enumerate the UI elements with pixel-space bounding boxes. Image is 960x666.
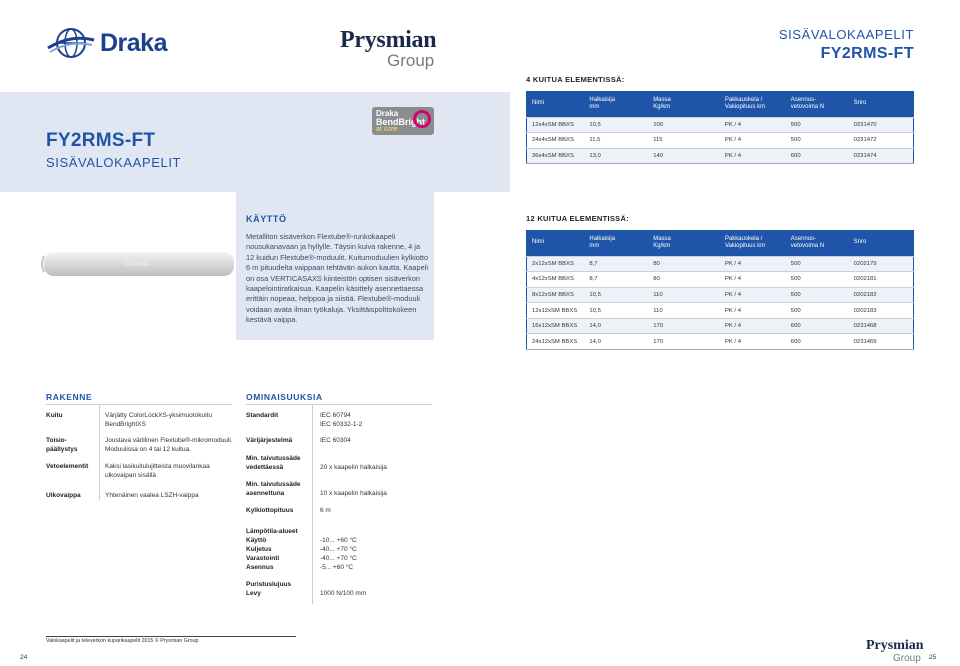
- prop-standard-label: Standardit: [246, 412, 279, 419]
- cell-mass: 80: [648, 256, 720, 272]
- cell-mass: 140: [648, 148, 720, 164]
- prop-temp-transport-label: Kuljetus: [246, 546, 272, 553]
- globe-icon: [46, 26, 96, 60]
- cell-tension: 500: [786, 272, 849, 288]
- table-row: [527, 256, 914, 272]
- structure-value-coating-2: Moduulissa on 4 tai 12 kuitua.: [105, 446, 191, 453]
- cell-code: 0231469: [849, 334, 914, 350]
- col-tension: Asennus- vetovoima N: [786, 91, 849, 117]
- cell-pack: PK / 4: [720, 287, 786, 303]
- cell-mass: 110: [648, 287, 720, 303]
- cell-diameter: 10,5: [584, 117, 648, 133]
- cell-mass: 170: [648, 334, 720, 350]
- prop-temp-install-label: Asennus: [246, 564, 274, 571]
- col-name: Nimi: [527, 230, 585, 256]
- col-diameter: Halkaisija mm: [584, 230, 648, 256]
- cell-tension: 500: [786, 287, 849, 303]
- prop-crush-heading: Puristuslujuus: [246, 581, 292, 588]
- cell-code: 0231474: [849, 148, 914, 164]
- prop-bend-inst-label-2: asennettuna: [246, 490, 285, 497]
- structure-value-fiber-2: BendBrightXS: [105, 421, 146, 428]
- prop-temp-use-value: -10... +60 °C: [320, 537, 357, 544]
- footer-divider: [46, 636, 296, 637]
- product-title: FY2RMS-FT: [46, 130, 156, 151]
- prop-color-value: IEC 60304: [320, 437, 351, 444]
- structure-label-coating-1: Toisio-: [46, 437, 67, 444]
- cell-tension: 500: [786, 133, 849, 149]
- cell-tension: 500: [786, 256, 849, 272]
- footer-text: Valokaapelit ja televerkon kuparikaapelit 2015 © Prysmian Group: [46, 638, 199, 644]
- page-number-left: 24: [20, 654, 28, 661]
- cell-diameter: 8,7: [584, 272, 648, 288]
- prop-bend-inst-value: 10 x kaapelin halkaisija: [320, 490, 387, 497]
- draka-logo-text: Draka: [100, 28, 167, 57]
- table-row: [527, 133, 914, 149]
- page-number-right: 25: [929, 654, 937, 661]
- structure-value-strength-1: Kaksi lasikuitulujitteista muovilankaa: [105, 463, 210, 470]
- cell-diameter: 13,0: [584, 148, 648, 164]
- cell-name: 2x12xSM BBXS: [527, 256, 585, 272]
- prop-temp-storage-label: Varastointi: [246, 555, 280, 562]
- header-product: FY2RMS-FT: [820, 45, 914, 62]
- cell-diameter: 14,0: [584, 318, 648, 334]
- cell-code: 0202179: [849, 256, 914, 272]
- cell-name: 4x12xSM BBXS: [527, 272, 585, 288]
- cell-name: 36x4xSM BBXS: [527, 148, 585, 164]
- badge-line2: BendBright: [376, 117, 425, 127]
- prysmian-logo-line2: Group: [387, 51, 435, 70]
- cell-name: 24x12xSM BBXS: [527, 334, 585, 350]
- prysmian-logo: [340, 28, 440, 70]
- cell-diameter: 10,5: [584, 303, 648, 319]
- cell-tension: 600: [786, 334, 849, 350]
- usage-heading: KÄYTTÖ: [246, 214, 287, 224]
- cell-diameter: 11,5: [584, 133, 648, 149]
- table12: [526, 230, 914, 350]
- cell-diameter: 8,7: [584, 256, 648, 272]
- prysmian-footer-line2: Group: [893, 653, 921, 664]
- prop-bend-use-label-2: vedettäessä: [246, 464, 284, 471]
- structure-label-coating-2: päällystys: [46, 446, 78, 453]
- cell-pack: PK / 4: [720, 272, 786, 288]
- cell-pack: PK / 4: [720, 334, 786, 350]
- cell-pack: PK / 4: [720, 318, 786, 334]
- table-header-row: [527, 91, 914, 117]
- cell-diameter: 10,5: [584, 287, 648, 303]
- draka-logo: [46, 26, 186, 60]
- cell-tension: 600: [786, 318, 849, 334]
- prop-bend-use-value: 20 x kaapelin halkaisija: [320, 464, 387, 471]
- header-category: SISÄVALOKAAPELIT: [778, 27, 914, 42]
- cell-name: 16x12xSM BBXS: [527, 318, 585, 334]
- cell-code: 0231472: [849, 133, 914, 149]
- cell-pack: PK / 4: [720, 117, 786, 133]
- prysmian-logo-footer: [866, 639, 926, 664]
- prop-standard-1: IEC 60794: [320, 412, 351, 419]
- cell-pack: PK / 4: [720, 133, 786, 149]
- structure-value-coating-1: Joustava värillinen Flextube®-mikromoduuli.: [105, 437, 233, 444]
- col-code: Snro: [849, 91, 914, 117]
- cell-diameter: 14,0: [584, 334, 648, 350]
- structure-label-fiber: Kuitu: [46, 412, 63, 419]
- cell-mass: 170: [648, 318, 720, 334]
- cell-code: 0202183: [849, 303, 914, 319]
- table-row: [527, 303, 914, 319]
- cell-pack: PK / 4: [720, 256, 786, 272]
- cell-name: 12x12xSM BBXS: [527, 303, 585, 319]
- cable-image: [38, 230, 234, 310]
- col-code: Snro: [849, 230, 914, 256]
- prop-side-label: Kylkiottopituus: [246, 507, 294, 514]
- structure-value-strength-2: ulkovaipan sisällä: [105, 472, 156, 479]
- bendbright-badge: [372, 107, 434, 135]
- cell-code: 0202181: [849, 272, 914, 288]
- table12-title: 12 KUITUA ELEMENTISSÄ:: [526, 214, 629, 223]
- cell-code: 0231468: [849, 318, 914, 334]
- usage-box: [236, 192, 434, 340]
- prop-temp-use-label: Käyttö: [246, 537, 267, 544]
- prop-side-value: 6 m: [320, 507, 331, 514]
- cell-pack: PK / 4: [720, 303, 786, 319]
- col-tension: Asennus- vetovoima N: [786, 230, 849, 256]
- cell-mass: 80: [648, 272, 720, 288]
- col-pack: Pakkauskela / Vakiopituus km: [720, 91, 786, 117]
- prysmian-footer-line1: Prysmian: [866, 638, 924, 653]
- table-row: [527, 148, 914, 164]
- badge-line1: Draka: [376, 109, 399, 118]
- prop-bend-inst-label-1: Min. taivutussäde: [246, 481, 301, 488]
- structure-value-fiber-1: Värjätty ColorLockXS-yksimuotokuitu: [105, 412, 212, 419]
- cell-name: 8x12xSM BBXS: [527, 287, 585, 303]
- table4: [526, 91, 914, 164]
- table-row: [527, 287, 914, 303]
- title-band: [0, 92, 510, 192]
- cable-illustration-icon: [38, 230, 234, 310]
- divider: [312, 404, 313, 604]
- cell-code: 0231470: [849, 117, 914, 133]
- table4-title: 4 KUITUA ELEMENTISSÄ:: [526, 75, 625, 84]
- cell-code: 0202182: [849, 287, 914, 303]
- product-category: SISÄVALOKAAPELIT: [46, 155, 182, 170]
- structure-value-sheath: Yhtenäinen vaalea LSZH-vaippa: [105, 492, 199, 499]
- prop-crush-value: 1000 N/100 mm: [320, 590, 367, 597]
- prop-crush-label: Levy: [246, 590, 261, 597]
- cell-tension: 500: [786, 117, 849, 133]
- usage-text: Metalliton sisäverkon Flextube®-runkokaapeli nousukanavaan ja hyllylle. Täysin kuiva rakenne, 4 ja 12 kuidun Flextube®-moduulit. Kuitumoduulien kylkiotto 6 m pituudelta vaippaan tehtävän aukon kautta. Kaapeli on osa VERTICASAXS kiinteistön optisen sisäverkon kaapelointiratkaisua. Kaapelin käsittely asennettaessa erittäin nopeaa, helppoa ja siistiä. Flextube®-moduuli voidaan avata ilman työkaluja. Yksittäispolttokokeen kestävä vaippa.: [246, 232, 429, 325]
- table-row: [527, 272, 914, 288]
- col-mass: Massa Kg/km: [648, 230, 720, 256]
- structure-heading: RAKENNE: [46, 392, 93, 402]
- prop-temp-transport-value: -40... +70 °C: [320, 546, 357, 553]
- divider: [246, 404, 432, 405]
- prop-temp-storage-value: -40... +70 °C: [320, 555, 357, 562]
- cell-tension: 500: [786, 303, 849, 319]
- prop-standard-2: IEC 60332-1-2: [320, 421, 363, 428]
- structure-label-sheath: Ulkovaippa: [46, 492, 81, 499]
- divider: [99, 404, 100, 500]
- table-header-row: [527, 230, 914, 256]
- prop-temp-heading: Lämpötila-alueet: [246, 528, 298, 535]
- structure-label-strength: Vetoelementit: [46, 463, 89, 470]
- header-title: [779, 27, 914, 65]
- cell-tension: 600: [786, 148, 849, 164]
- cell-mass: 115: [648, 133, 720, 149]
- badge-line3: at core: [376, 126, 398, 133]
- ring-icon: [413, 110, 431, 128]
- cell-mass: 110: [648, 303, 720, 319]
- divider: [46, 404, 232, 405]
- col-name: Nimi: [527, 91, 585, 117]
- prysmian-logo-line1: Prysmian: [340, 27, 437, 53]
- prop-color-label: Värijärjestelmä: [246, 437, 293, 444]
- cell-pack: PK / 4: [720, 148, 786, 164]
- prop-temp-install-value: -5... +60 °C: [320, 564, 354, 571]
- properties-heading: OMINAISUUKSIA: [246, 392, 323, 402]
- prop-bend-use-label-1: Min. taivutussäde: [246, 455, 301, 462]
- cable-print-label: Draka: [124, 258, 150, 268]
- table-row: [527, 117, 914, 133]
- col-mass: Massa Kg/km: [648, 91, 720, 117]
- cell-name: 24x4xSM BBXS: [527, 133, 585, 149]
- cell-mass: 100: [648, 117, 720, 133]
- cell-name: 12x4xSM BBXS: [527, 117, 585, 133]
- col-pack: Pakkauskela / Vakiopituus km: [720, 230, 786, 256]
- table-row: [527, 318, 914, 334]
- col-diameter: Halkaisija mm: [584, 91, 648, 117]
- table-row: [527, 334, 914, 350]
